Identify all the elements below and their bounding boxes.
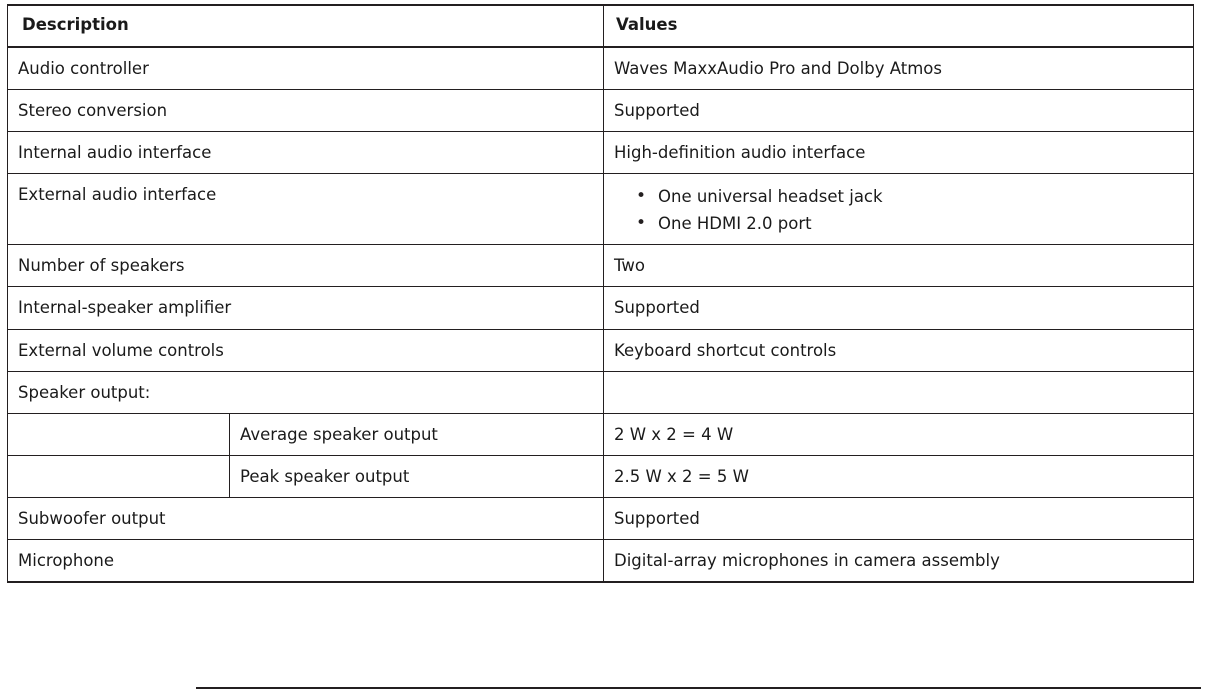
column-header-values: Values [604,5,1194,47]
page-bottom-rule [196,687,1201,689]
row-value: High-definition audio interface [604,132,1194,174]
row-value: Two [604,245,1194,287]
column-header-description: Description [8,5,604,47]
table-row [8,47,1194,90]
row-label: Microphone [8,540,604,583]
document-page [0,4,1207,690]
row-label: Speaker output: [8,371,604,413]
list-item: • One HDMI 2.0 port [636,213,1181,234]
table-row [8,132,1194,174]
row-label-empty [8,413,230,455]
list-item: • One universal headset jack [636,186,1181,207]
table-row [8,245,1194,287]
row-value: Keyboard shortcut controls [604,329,1194,371]
row-value-list [604,174,1194,245]
row-value: Supported [604,497,1194,539]
table-row [8,540,1194,583]
row-sublabel: Peak speaker output [230,455,604,497]
table-row [8,371,1194,413]
table-row [8,329,1194,371]
table-row [8,455,1194,497]
table-row [8,497,1194,539]
row-label: Internal-speaker amplifier [8,287,604,329]
table-row [8,90,1194,132]
row-value: Waves MaxxAudio Pro and Dolby Atmos [604,47,1194,90]
row-label: External audio interface [8,174,604,245]
row-label: Stereo conversion [8,90,604,132]
row-value: Supported [604,90,1194,132]
row-value: Supported [604,287,1194,329]
table-header-row [8,5,1194,47]
row-sublabel: Average speaker output [230,413,604,455]
row-label: Number of speakers [8,245,604,287]
row-value: Digital-array microphones in camera assembly [604,540,1194,583]
row-label-empty [8,455,230,497]
table-row [8,174,1194,245]
row-label: Subwoofer output [8,497,604,539]
table-row [8,413,1194,455]
row-value: 2.5 W x 2 = 5 W [604,455,1194,497]
row-value: 2 W x 2 = 4 W [604,413,1194,455]
row-label: Audio controller [8,47,604,90]
audio-specifications-table [7,4,1194,583]
table-row [8,287,1194,329]
row-label: Internal audio interface [8,132,604,174]
row-value [604,371,1194,413]
bullet-list [614,186,1181,234]
row-label: External volume controls [8,329,604,371]
